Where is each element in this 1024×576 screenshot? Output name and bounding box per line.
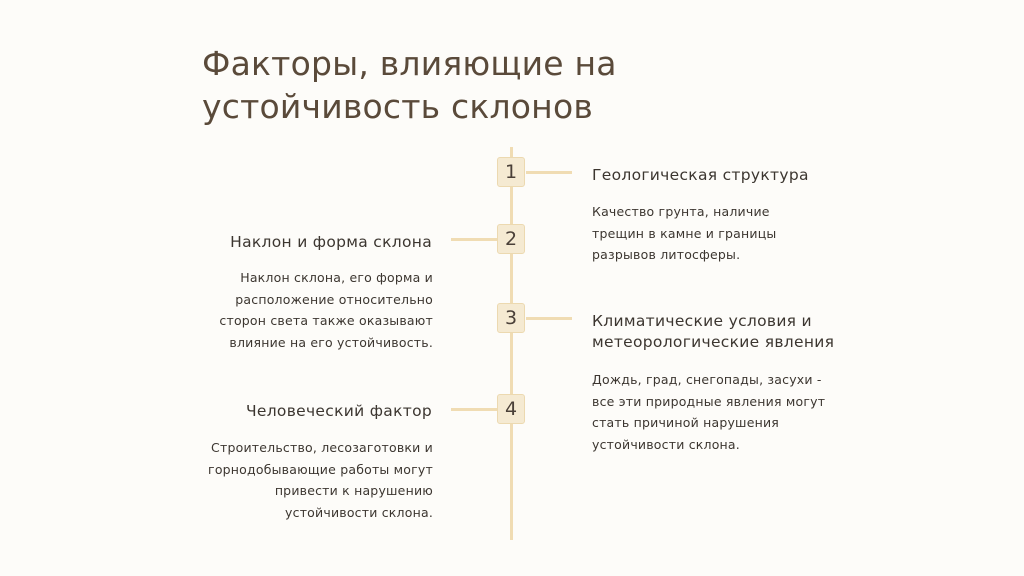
item-1-description: Качество грунта, наличие трещин в камне и границы разрывов литосферы. (592, 204, 777, 262)
connector-1 (526, 171, 572, 174)
item-4-heading: Человеческий фактор (245, 402, 432, 420)
badge-4: 4 (497, 394, 525, 424)
item-2-heading: Наклон и форма склона (230, 233, 432, 251)
connector-2 (451, 238, 497, 241)
item-3-description: Дождь, град, снегопады, засухи - все эти природные явления могут стать причиной нарушения устойчивости склона. (592, 372, 826, 452)
item-1-heading: Геологическая структура (592, 166, 809, 184)
timeline-line (510, 147, 513, 540)
item-3-heading: Климатические условия и метеорологические явления (592, 312, 835, 351)
item-4-description: Строительство, лесозаготовки и горнодобывающие работы могут привести к нарушению устойчивости склона. (208, 440, 433, 520)
connector-4 (451, 408, 497, 411)
item-2-description: Наклон склона, его форма и расположение относительно сторон света также оказывают влияние на его устойчивость. (219, 270, 433, 350)
badge-2: 2 (497, 224, 525, 254)
badge-1: 1 (497, 157, 525, 187)
badge-3: 3 (497, 303, 525, 333)
connector-3 (526, 317, 572, 320)
slide-title: Факторы, влияющие на устойчивость склонов (202, 44, 617, 126)
